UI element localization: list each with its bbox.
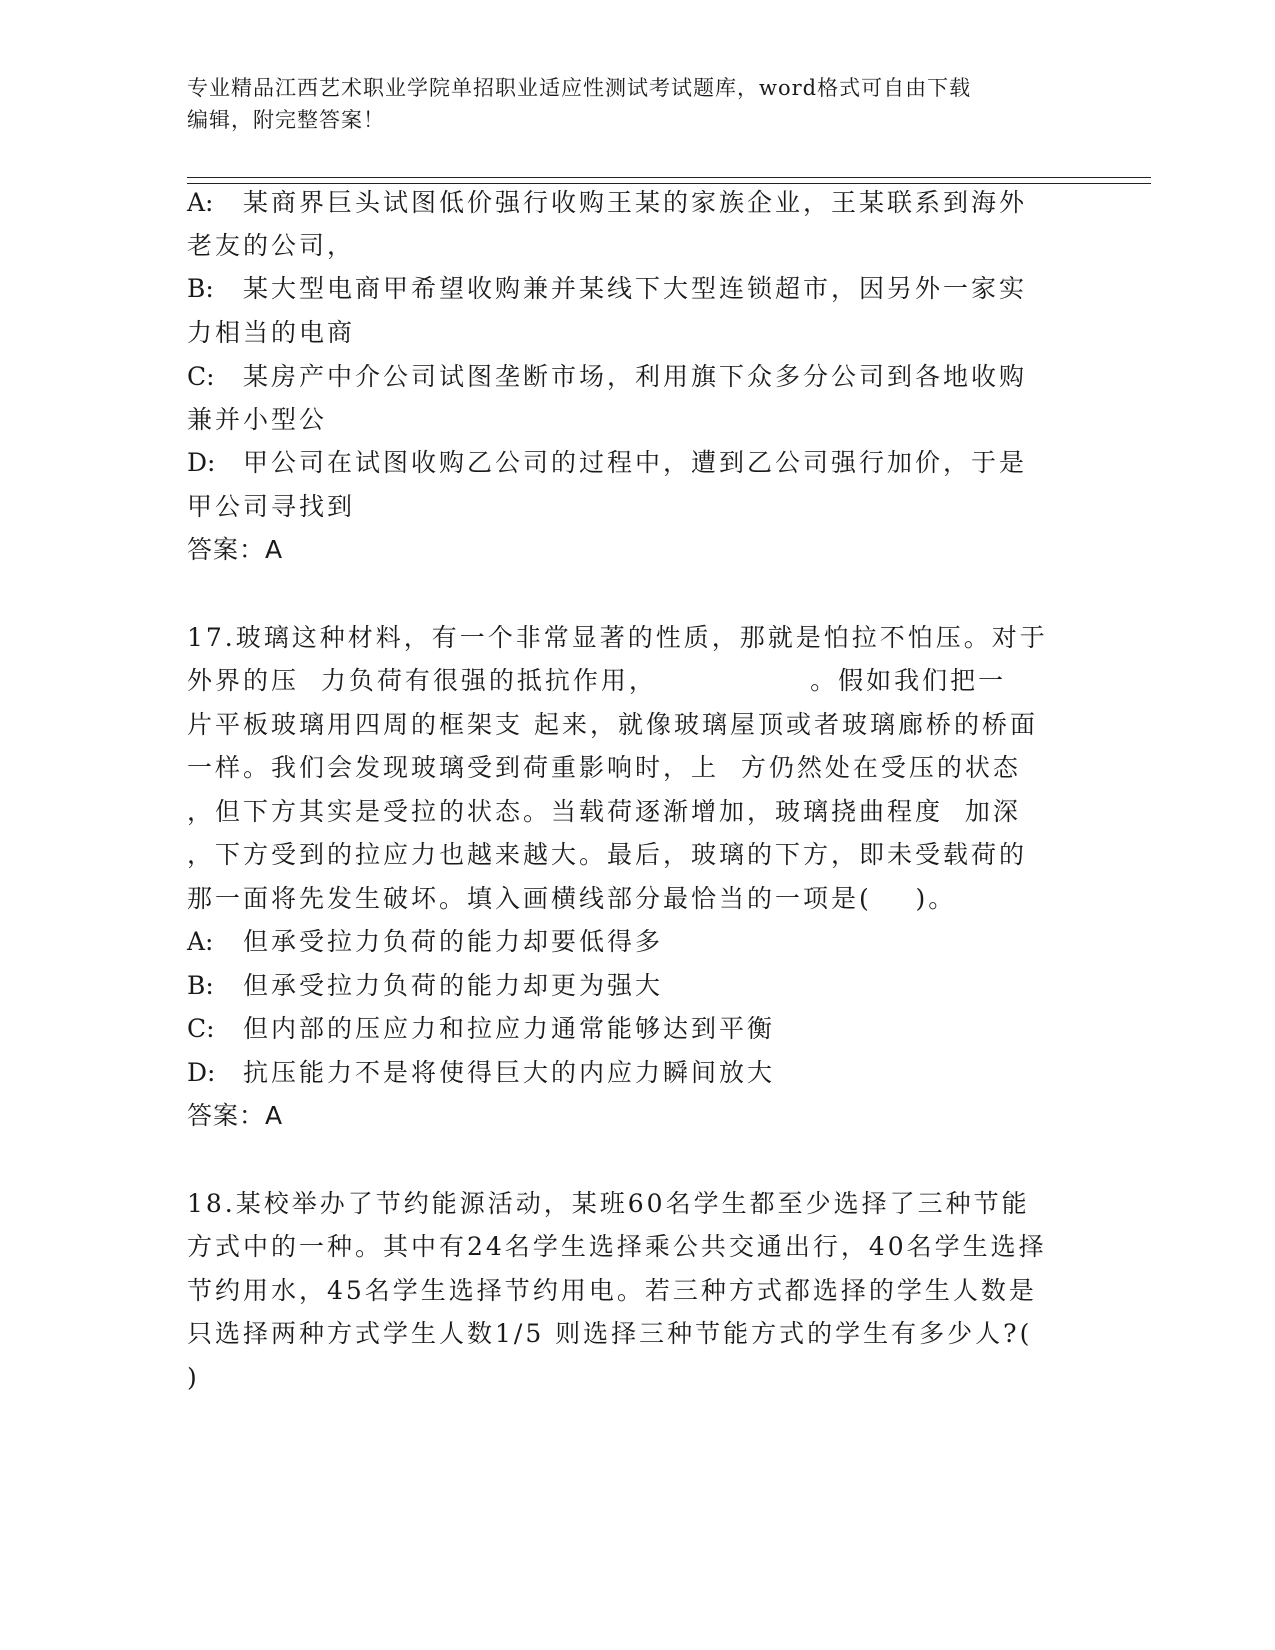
q17-stem-line-5: ，但下方其实是受拉的状态。当载荷逐渐增加，玻璃挠曲程度 加深 — [187, 797, 1021, 826]
q16-option-b-line-2: 力相当的电商 — [187, 318, 356, 347]
option-letter: A: — [187, 188, 214, 217]
option-text: 但内部的压应力和拉应力通常能够达到平衡 — [243, 1014, 776, 1043]
option-letter: D: — [187, 1058, 216, 1087]
header-rule-bottom — [187, 183, 1151, 184]
option-letter: C: — [187, 362, 215, 391]
header-rule-top — [187, 177, 1151, 178]
option-letter: D: — [187, 448, 216, 477]
q17-option-a — [187, 925, 663, 959]
option-text: 某商界巨头试图低价强行收购王某的家族企业，王某联系到海外 — [243, 188, 1028, 217]
q16-option-d-line-2: 甲公司寻找到 — [187, 492, 356, 521]
q17-option-d — [187, 1056, 775, 1090]
q16-option-a-line-1 — [187, 186, 1027, 220]
q16-option-d-line-1 — [187, 446, 1027, 480]
option-text: 甲公司在试图收购乙公司的过程中，遭到乙公司强行加价，于是 — [243, 448, 1028, 477]
q18-stem-line-3: 节约用水，45名学生选择节约用电。若三种方式都选择的学生人数是 — [187, 1276, 1037, 1305]
q17-stem-line-2: 外界的压 力负荷有很强的抵抗作用， 。假如我们把一 — [187, 666, 1007, 695]
q16-option-a-line-2: 老友的公司， — [187, 231, 356, 260]
document-header — [187, 72, 1067, 136]
q16-answer: 答案：A — [187, 535, 284, 564]
option-letter: C: — [187, 1014, 215, 1043]
option-letter: A: — [187, 927, 214, 956]
option-text: 抗压能力不是将使得巨大的内应力瞬间放大 — [243, 1058, 776, 1087]
option-text: 但承受拉力负荷的能力却更为强大 — [243, 971, 664, 1000]
q17-stem-line-3: 片平板玻璃用四周的框架支 起来，就像玻璃屋顶或者玻璃廊桥的桥面 — [187, 710, 1038, 739]
q17-option-c — [187, 1012, 775, 1046]
q16-option-c-line-2: 兼并小型公 — [187, 405, 328, 434]
q17-stem-line-7: 那一面将先发生破坏。填入画横线部分最恰当的一项是( )。 — [187, 884, 957, 913]
q17-option-b — [187, 969, 663, 1003]
q18-stem-line-5: ) — [187, 1363, 200, 1392]
q18-stem-line-4: 只选择两种方式学生人数1/5 则选择三种节能方式的学生有多少人?( — [187, 1319, 1033, 1348]
option-letter: B: — [187, 274, 214, 303]
option-text: 但承受拉力负荷的能力却要低得多 — [243, 927, 664, 956]
option-letter: B: — [187, 971, 214, 1000]
q17-stem-line-4: 一样。我们会发现玻璃受到荷重影响时，上 方仍然处在受压的状态 — [187, 753, 1021, 782]
option-text: 某大型电商甲希望收购兼并某线下大型连锁超市，因另外一家实 — [243, 274, 1028, 303]
q17-answer: 答案：A — [187, 1101, 284, 1130]
q18-stem-line-2: 方式中的一种。其中有24名学生选择乘公共交通出行，40名学生选择 — [187, 1232, 1047, 1261]
q17-stem-line-1: 17.玻璃这种材料，有一个非常显著的性质，那就是怕拉不怕压。对于 — [187, 623, 1048, 652]
q18-stem-line-1: 18.某校举办了节约能源活动，某班60名学生都至少选择了三种节能 — [187, 1189, 1030, 1218]
option-text: 某房产中介公司试图垄断市场，利用旗下众多分公司到各地收购 — [243, 362, 1028, 391]
header-line-1: 专业精品江西艺术职业学院单招职业适应性测试考试题库，word格式可自由下载 — [187, 76, 972, 100]
q17-stem-line-6: ，下方受到的拉应力也越来越大。最后，玻璃的下方，即未受载荷的 — [187, 840, 1028, 869]
q16-option-c-line-1 — [187, 360, 1027, 394]
q16-option-b-line-1 — [187, 272, 1027, 306]
header-line-2: 编辑，附完整答案！ — [187, 108, 385, 132]
